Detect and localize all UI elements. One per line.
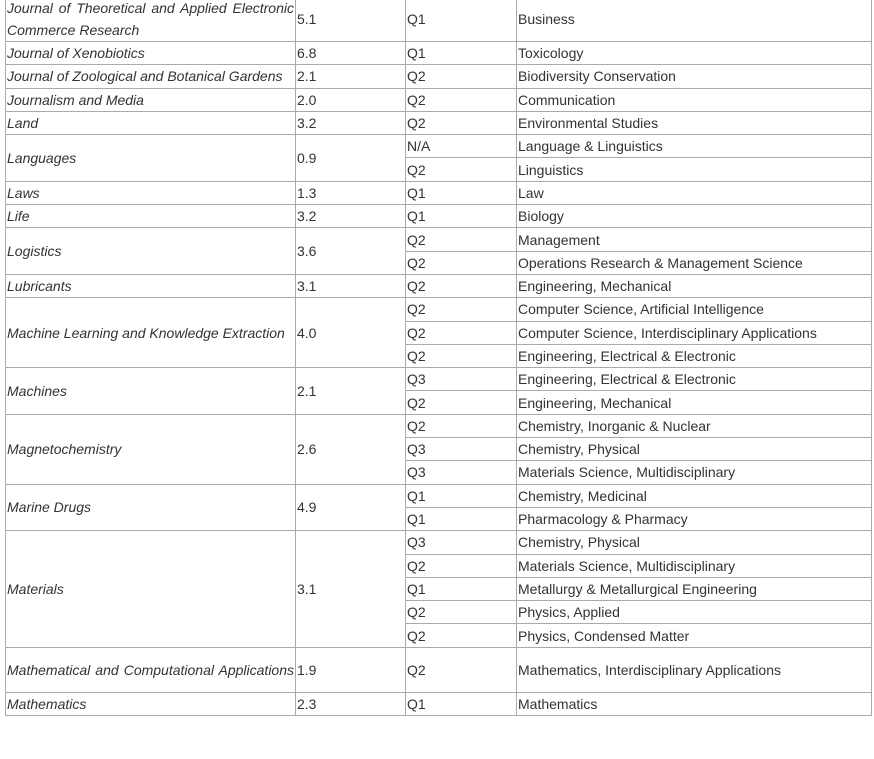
quartile-cell: N/A — [406, 135, 517, 158]
category-cell: Engineering, Mechanical — [517, 391, 872, 414]
category-cell: Language & Linguistics — [517, 135, 872, 158]
quartile-cell: Q3 — [406, 461, 517, 484]
impact-factor-cell: 4.9 — [296, 484, 406, 531]
impact-factor-cell: 4.0 — [296, 298, 406, 368]
quartile-cell: Q1 — [406, 0, 517, 42]
quartile-cell: Q1 — [406, 692, 517, 715]
journal-table-body — [6, 0, 872, 716]
table-row — [6, 88, 872, 111]
category-cell: Chemistry, Inorganic & Nuclear — [517, 414, 872, 437]
quartile-cell: Q2 — [406, 65, 517, 88]
category-cell: Physics, Condensed Matter — [517, 624, 872, 647]
table-row — [6, 414, 872, 437]
impact-factor-cell: 5.1 — [296, 0, 406, 42]
category-cell: Physics, Applied — [517, 601, 872, 624]
quartile-cell: Q3 — [406, 531, 517, 554]
journal-title-cell: Lubricants — [6, 274, 296, 297]
journal-title-cell: Logistics — [6, 228, 296, 275]
table-row — [6, 205, 872, 228]
quartile-cell: Q1 — [406, 205, 517, 228]
category-cell: Mathematics — [517, 692, 872, 715]
category-cell: Chemistry, Physical — [517, 438, 872, 461]
impact-factor-cell: 1.9 — [296, 647, 406, 692]
journal-title-cell: Marine Drugs — [6, 484, 296, 531]
impact-factor-cell: 2.3 — [296, 692, 406, 715]
table-row — [6, 274, 872, 297]
table-row — [6, 42, 872, 65]
table-row — [6, 0, 872, 42]
impact-factor-cell: 3.1 — [296, 531, 406, 647]
category-cell: Engineering, Electrical & Electronic — [517, 368, 872, 391]
impact-factor-cell: 3.2 — [296, 111, 406, 134]
category-cell: Linguistics — [517, 158, 872, 181]
journal-title-cell: Journal of Theoretical and Applied Electronic Commerce Research — [6, 0, 296, 42]
impact-factor-cell: 2.6 — [296, 414, 406, 484]
quartile-cell: Q3 — [406, 368, 517, 391]
table-row — [6, 484, 872, 507]
impact-factor-cell: 1.3 — [296, 181, 406, 204]
category-cell: Law — [517, 181, 872, 204]
quartile-cell: Q3 — [406, 438, 517, 461]
table-row — [6, 135, 872, 158]
journal-title-cell: Machine Learning and Knowledge Extraction — [6, 298, 296, 368]
impact-factor-cell: 2.1 — [296, 65, 406, 88]
category-cell: Mathematics, Interdisciplinary Applications — [517, 647, 872, 692]
impact-factor-cell: 2.1 — [296, 368, 406, 415]
table-row — [6, 368, 872, 391]
category-cell: Metallurgy & Metallurgical Engineering — [517, 577, 872, 600]
quartile-cell: Q2 — [406, 274, 517, 297]
quartile-cell: Q1 — [406, 42, 517, 65]
table-row — [6, 692, 872, 715]
journal-title-cell: Languages — [6, 135, 296, 182]
journal-title-cell: Journal of Zoological and Botanical Gardens — [6, 65, 296, 88]
journal-title-cell: Life — [6, 205, 296, 228]
table-row — [6, 531, 872, 554]
category-cell: Computer Science, Artificial Intelligence — [517, 298, 872, 321]
impact-factor-cell: 3.1 — [296, 274, 406, 297]
journal-title-cell: Journalism and Media — [6, 88, 296, 111]
quartile-cell: Q1 — [406, 484, 517, 507]
table-row — [6, 647, 872, 692]
journal-title-cell: Magnetochemistry — [6, 414, 296, 484]
journal-title-cell: Machines — [6, 368, 296, 415]
quartile-cell: Q1 — [406, 507, 517, 530]
quartile-cell: Q2 — [406, 298, 517, 321]
category-cell: Chemistry, Medicinal — [517, 484, 872, 507]
category-cell: Engineering, Mechanical — [517, 274, 872, 297]
quartile-cell: Q2 — [406, 601, 517, 624]
quartile-cell: Q2 — [406, 624, 517, 647]
quartile-cell: Q2 — [406, 251, 517, 274]
impact-factor-cell: 6.8 — [296, 42, 406, 65]
impact-factor-cell: 0.9 — [296, 135, 406, 182]
category-cell: Communication — [517, 88, 872, 111]
category-cell: Operations Research & Management Science — [517, 251, 872, 274]
category-cell: Materials Science, Multidisciplinary — [517, 461, 872, 484]
table-row — [6, 111, 872, 134]
table-row — [6, 298, 872, 321]
quartile-cell: Q2 — [406, 111, 517, 134]
quartile-cell: Q1 — [406, 577, 517, 600]
impact-factor-cell: 2.0 — [296, 88, 406, 111]
quartile-cell: Q2 — [406, 321, 517, 344]
table-row — [6, 181, 872, 204]
category-cell: Materials Science, Multidisciplinary — [517, 554, 872, 577]
impact-factor-cell: 3.6 — [296, 228, 406, 275]
quartile-cell: Q2 — [406, 647, 517, 692]
impact-factor-cell: 3.2 — [296, 205, 406, 228]
category-cell: Biodiversity Conservation — [517, 65, 872, 88]
quartile-cell: Q2 — [406, 158, 517, 181]
table-row — [6, 65, 872, 88]
quartile-cell: Q2 — [406, 228, 517, 251]
journal-title-cell: Journal of Xenobiotics — [6, 42, 296, 65]
quartile-cell: Q2 — [406, 414, 517, 437]
table-row — [6, 228, 872, 251]
quartile-cell: Q2 — [406, 554, 517, 577]
category-cell: Computer Science, Interdisciplinary Applications — [517, 321, 872, 344]
category-cell: Engineering, Electrical & Electronic — [517, 344, 872, 367]
quartile-cell: Q1 — [406, 181, 517, 204]
quartile-cell: Q2 — [406, 344, 517, 367]
quartile-cell: Q2 — [406, 391, 517, 414]
journal-table — [5, 0, 872, 716]
category-cell: Biology — [517, 205, 872, 228]
journal-title-cell: Laws — [6, 181, 296, 204]
category-cell: Pharmacology & Pharmacy — [517, 507, 872, 530]
category-cell: Business — [517, 0, 872, 42]
quartile-cell: Q2 — [406, 88, 517, 111]
journal-title-cell: Materials — [6, 531, 296, 647]
journal-title-cell: Land — [6, 111, 296, 134]
journal-title-cell: Mathematical and Computational Applications — [6, 647, 296, 692]
category-cell: Management — [517, 228, 872, 251]
category-cell: Environmental Studies — [517, 111, 872, 134]
category-cell: Chemistry, Physical — [517, 531, 872, 554]
journal-title-cell: Mathematics — [6, 692, 296, 715]
category-cell: Toxicology — [517, 42, 872, 65]
